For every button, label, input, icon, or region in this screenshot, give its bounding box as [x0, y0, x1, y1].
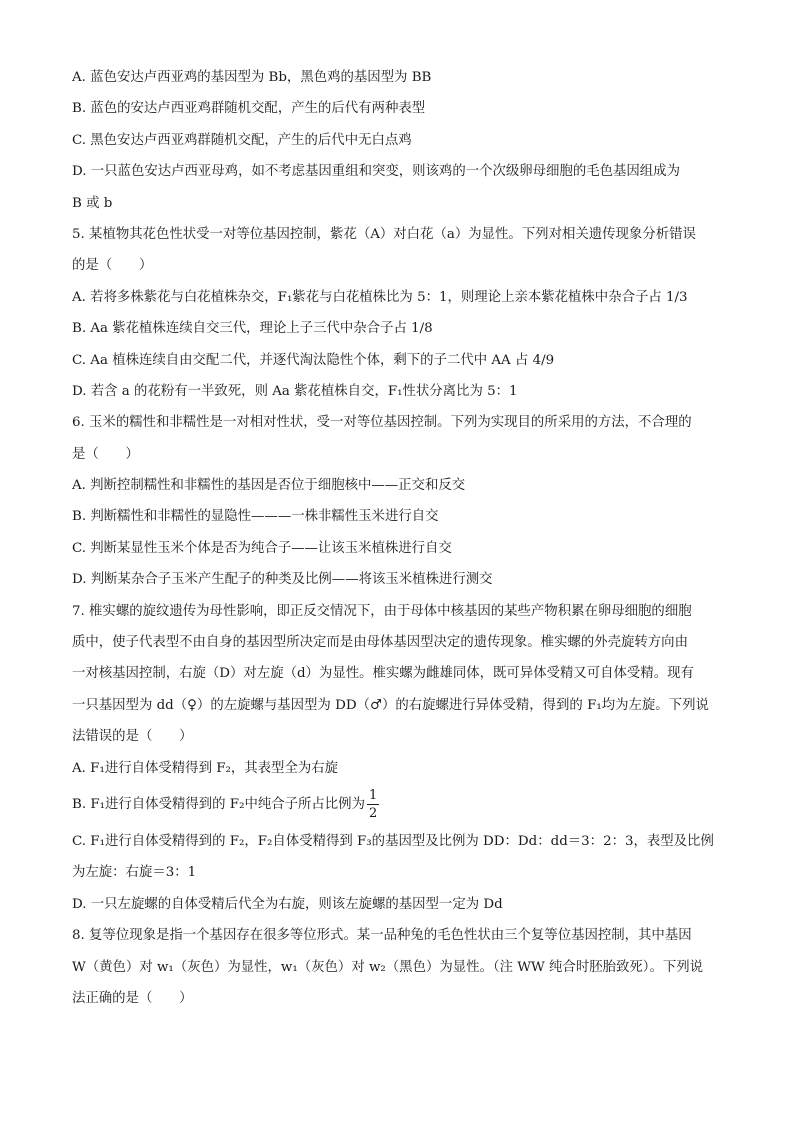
text-line: D. 一只蓝色安达卢西亚母鸡，如不考虑基因重组和突变，则该鸡的一个次级卵母细胞的毛色基因组成为	[72, 164, 680, 180]
option-line: C. Aa 植株连续自由交配二代，并逐代淘汰隐性个体，剩下的子二代中 AA 占 4/9	[72, 352, 555, 368]
option-line: A. 若将多株紫花与白花植株杂交，F₁紫花与白花植株比为 5：1，则理论上亲本紫花植株中杂合子占 1/3	[72, 289, 688, 305]
option-line: B. 判断糯性和非糯性的显隐性———一株非糯性玉米进行自交	[72, 509, 439, 525]
option-line: A. F₁进行自体受精得到 F₂，其表型全为右旋	[72, 760, 339, 776]
fraction-denominator: 2	[368, 805, 378, 821]
option-line: C. F₁进行自体受精得到的 F₂，F₂自体受精得到 F₃的基因型及比例为 DD：Dd：dd＝3：2：3，表型及比例	[72, 833, 714, 849]
question-5-stem: 5. 某植物其花色性状受一对等位基因控制，紫花（A）对白花（a）为显性。下列对相关遗传现象分析错误	[72, 226, 696, 242]
text-line: 法错误的是（ ）	[72, 729, 193, 745]
text-line: W（黄色）对 w₁（灰色）为显性，w₁（灰色）对 w₂（黑色）为显性。（注 WW 纯合时胚胎致死）。下列说	[72, 959, 704, 975]
text-line: 质中，使子代表型不由自身的基因型所决定而是由母体基因型决定的遗传现象。椎实螺的外壳旋转方向由	[72, 635, 688, 651]
text-line: 的是（ ）	[72, 258, 153, 274]
option-text: B. F₁进行自体受精得到的 F₂中纯合子所占比例为	[72, 796, 365, 812]
text-line: A. 蓝色安达卢西亚鸡的基因型为 Bb，黑色鸡的基因型为 BB	[72, 70, 432, 85]
text-line: C. 黑色安达卢西亚鸡群随机交配，产生的后代中无白点鸡	[72, 132, 412, 148]
document-page	[72, 62, 727, 1014]
text-line: 为左旋：右旋＝3：1	[72, 865, 197, 881]
text-line: B. 蓝色的安达卢西亚鸡群随机交配，产生的后代有两种表型	[72, 101, 426, 117]
text-line: 是（ ）	[72, 446, 139, 462]
option-line: D. 一只左旋螺的自体受精后代全为右旋，则该左旋螺的基因型一定为 Dd	[72, 896, 503, 912]
fraction	[367, 789, 379, 820]
option-line: B. Aa 紫花植株连续自交三代，理论上子三代中杂合子占 1/8	[72, 321, 433, 337]
text-line: B 或 b	[72, 195, 113, 211]
option-line: C. 判断某显性玉米个体是否为纯合子——让该玉米植株进行自交	[72, 540, 452, 556]
option-line-fraction	[72, 784, 727, 826]
text-line: 法正确的是（ ）	[72, 990, 193, 1006]
option-line: A. 判断控制糯性和非糯性的基因是否位于细胞核中——正交和反交	[72, 478, 466, 494]
text-line: 一只基因型为 dd（♀）的左旋螺与基因型为 DD（♂）的右旋螺进行异体受精，得到的 F₁均为左旋。下列说	[72, 697, 709, 713]
question-7-stem: 7. 椎实螺的旋纹遗传为母性影响，即正反交情况下，由于母体中核基因的某些产物积累在卵母细胞的细胞	[72, 603, 692, 619]
question-8-stem: 8. 复等位现象是指一个基因存在很多等位形式。某一品种兔的毛色性状由三个复等位基因控制，其中基因	[72, 928, 692, 944]
fraction-numerator: 1	[368, 787, 378, 803]
question-6-stem: 6. 玉米的糯性和非糯性是一对相对性状，受一对等位基因控制。下列为实现目的所采用的方法，不合理的	[72, 415, 692, 431]
text-line: 一对核基因控制，右旋（D）对左旋（d）为显性。椎实螺为雌雄同体，既可异体受精又可自体受精。现有	[72, 666, 694, 682]
option-line: D. 判断某杂合子玉米产生配子的种类及比例——将该玉米植株进行测交	[72, 572, 493, 588]
option-line: D. 若含 a 的花粉有一半致死，则 Aa 紫花植株自交，F₁性状分离比为 5：1	[72, 383, 518, 399]
